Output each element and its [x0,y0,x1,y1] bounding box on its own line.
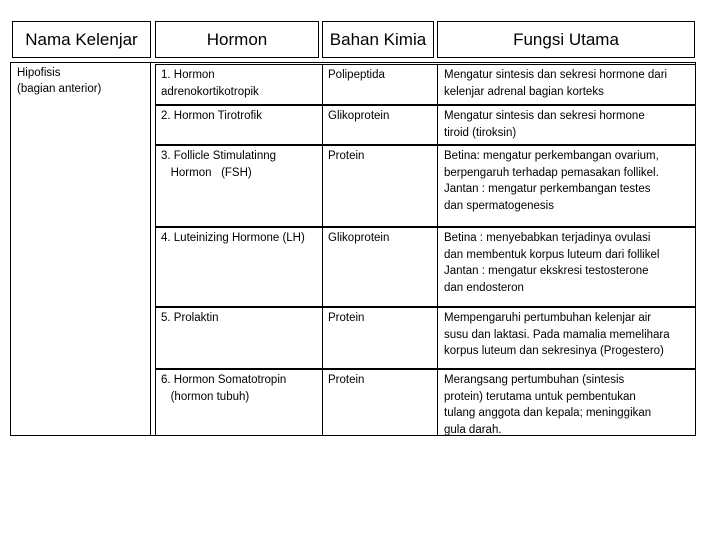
header-bahan-kimia [322,21,434,58]
chemical-cell: Glikoprotein [323,228,438,306]
header-nama-kelenjar [12,21,151,58]
function-cell: Mengatur sintesis dan sekresi hormone dari kelenjar adrenal bagian korteks [444,69,668,98]
function-cell: Merangsang pertumbuhan (sintesis protein) terutama untuk pembentukan tulang anggota dan kepala; meninggikan gula darah. [444,374,652,436]
chemical-cell: Protein [323,308,438,368]
gland-name-cell: Hipofisis (bagian anterior) [12,62,151,436]
chemical-cell: Glikoprotein [323,106,438,144]
chemical-cell: Protein [323,370,438,435]
table-row [155,369,696,436]
function-cell: Mempengaruhi pertumbuhan kelenjar air susu dan laktasi. Pada mamalia memelihara korpus luteum dan sekresinya (Progestero) [444,312,670,357]
chemical-cell: Polipeptida [323,65,438,104]
hormone-cell: 3. Follicle Stimulatinng Hormon (FSH) [156,146,323,226]
chemical-cell: Protein [323,146,438,226]
hormone-cell: 5. Prolaktin [156,308,323,368]
table-row [155,64,696,105]
header-label: Fungsi Utama [513,29,619,49]
function-cell: Betina: mengatur perkembangan ovarium, berpengaruh terhadap pemasakan follikel. Jantan : mengatur perkembangan testes dan spermatogenesis [444,150,659,212]
header-label: Nama Kelenjar [25,29,138,49]
header-fungsi-utama [437,21,695,58]
hormone-cell: 1. Hormon adrenokortikotropik [156,65,323,104]
hormone-cell: 4. Luteinizing Hormone (LH) [156,228,323,306]
hormone-cell: 6. Hormon Somatotropin (hormon tubuh) [156,370,323,435]
table-row [155,227,696,307]
header-label: Bahan Kimia [329,29,427,49]
header-hormon [155,21,319,58]
function-cell: Mengatur sintesis dan sekresi hormone tiroid (tiroksin) [444,110,645,139]
header-label: Hormon [206,29,268,49]
table-row [155,105,696,145]
function-cell: Betina : menyebabkan terjadinya ovulasi dan membentuk korpus luteum dari follikel Jantan : mengatur ekskresi testosterone dan endosteron [444,232,660,294]
table-row [155,307,696,369]
table-row [155,145,696,227]
hormone-cell: 2. Hormon Tirotrofik [156,106,323,144]
